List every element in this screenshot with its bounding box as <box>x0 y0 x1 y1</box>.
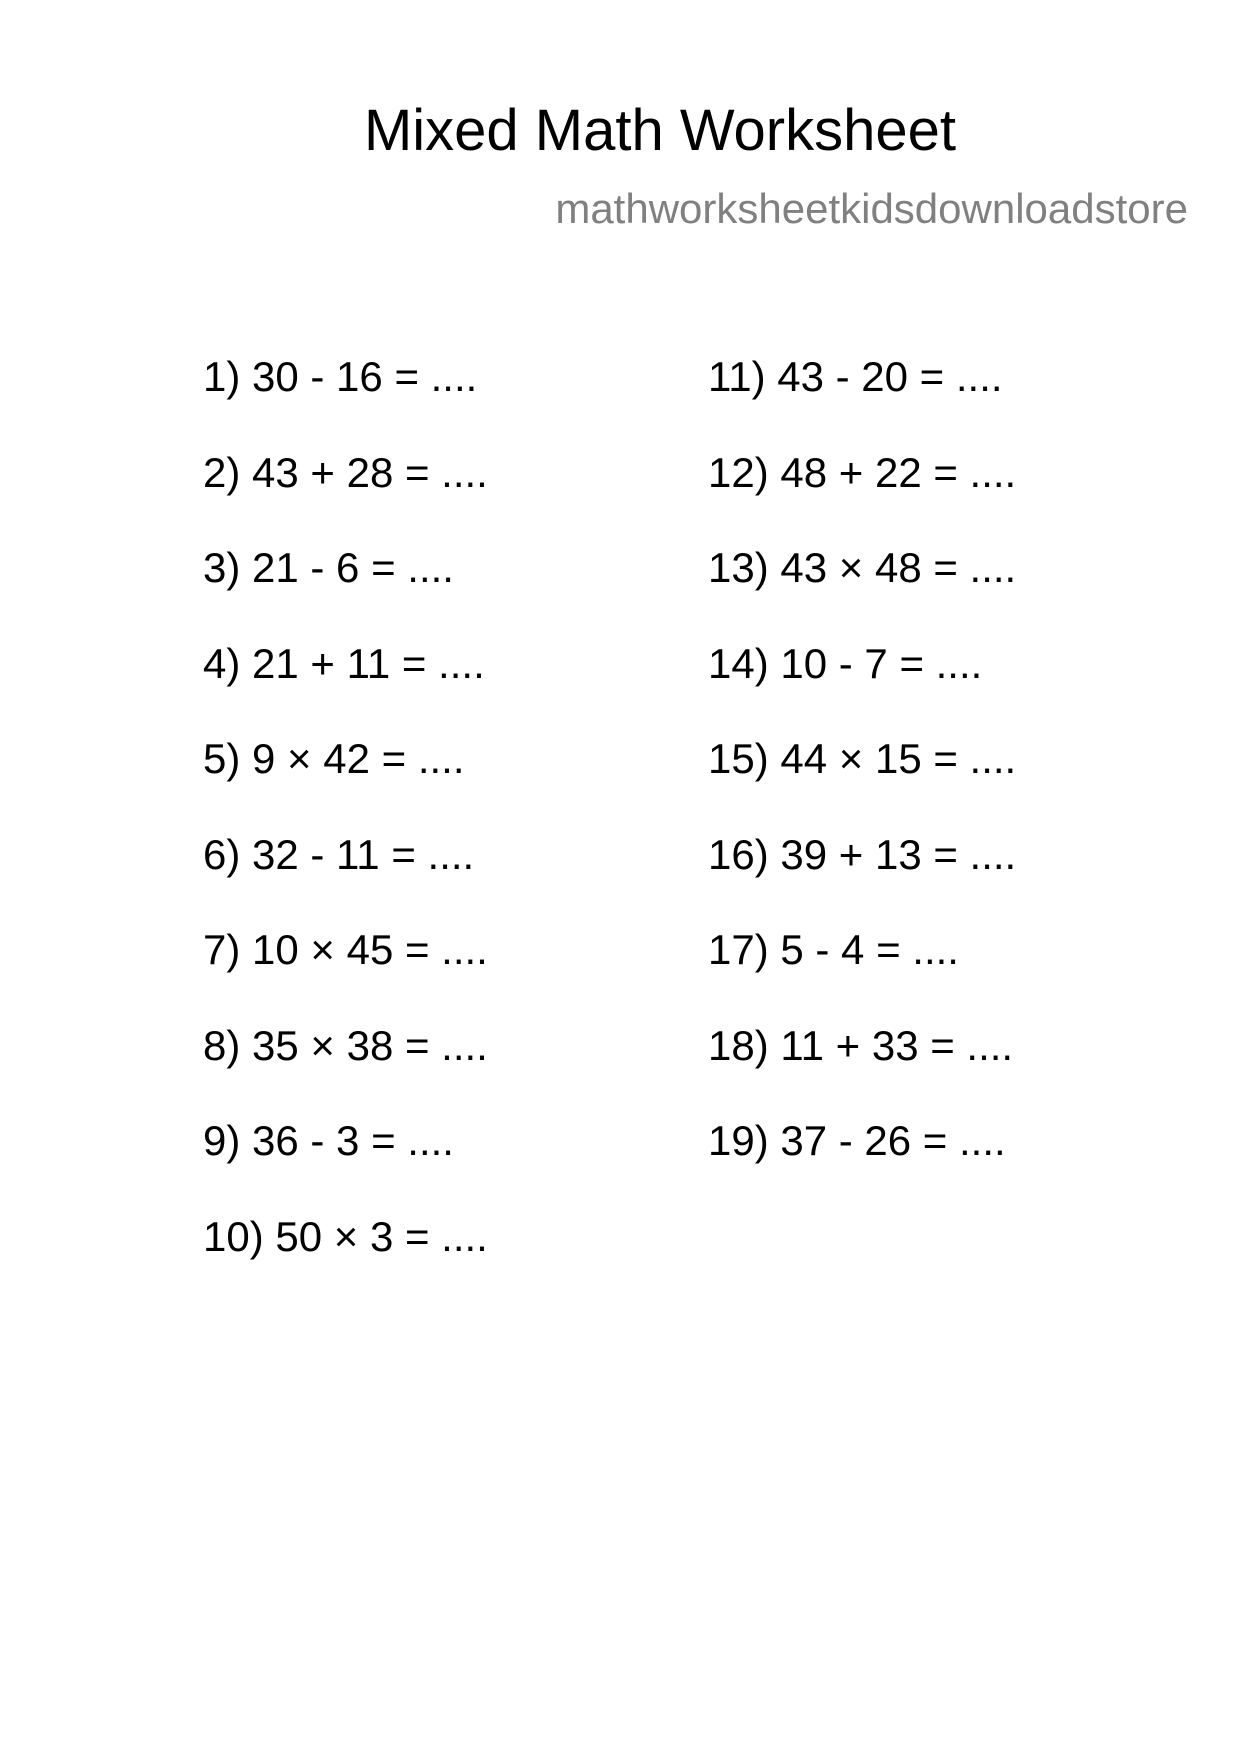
source-label: mathworksheetkidsdownloadstore <box>555 185 1188 232</box>
problem-list-left <box>203 349 488 1304</box>
problem-item: 18) 11 + 33 = .... <box>708 1021 1014 1069</box>
problem-item: 17) 5 - 4 = .... <box>708 926 959 973</box>
problem-item: 14) 10 - 7 = .... <box>708 639 983 687</box>
problem-item: 9) 36 - 3 = .... <box>203 1117 454 1164</box>
problem-item: 19) 37 - 26 = .... <box>708 1117 1006 1164</box>
problem-item: 12) 48 + 22 = .... <box>708 448 1017 496</box>
problem-item: 16) 39 + 13 = .... <box>708 830 1017 878</box>
problem-item: 3) 21 - 6 = .... <box>203 544 454 591</box>
problem-item: 15) 44 × 15 = .... <box>708 735 1017 782</box>
worksheet-title: Mixed Math Worksheet <box>363 98 957 163</box>
problem-item: 7) 10 × 45 = .... <box>203 926 488 973</box>
problem-item: 8) 35 × 38 = .... <box>203 1021 488 1069</box>
problem-item: 2) 43 + 28 = .... <box>203 448 488 496</box>
problem-list-right <box>708 349 1016 1209</box>
problem-item: 6) 32 - 11 = .... <box>203 830 475 878</box>
problem-item: 4) 21 + 11 = .... <box>203 639 485 687</box>
problem-item: 13) 43 × 48 = .... <box>708 544 1017 591</box>
problem-item: 11) 43 - 20 = .... <box>708 353 1003 400</box>
problem-item: 1) 30 - 16 = .... <box>203 353 478 400</box>
problem-item: 5) 9 × 42 = .... <box>203 735 465 782</box>
problem-item: 10) 50 × 3 = .... <box>203 1212 488 1260</box>
